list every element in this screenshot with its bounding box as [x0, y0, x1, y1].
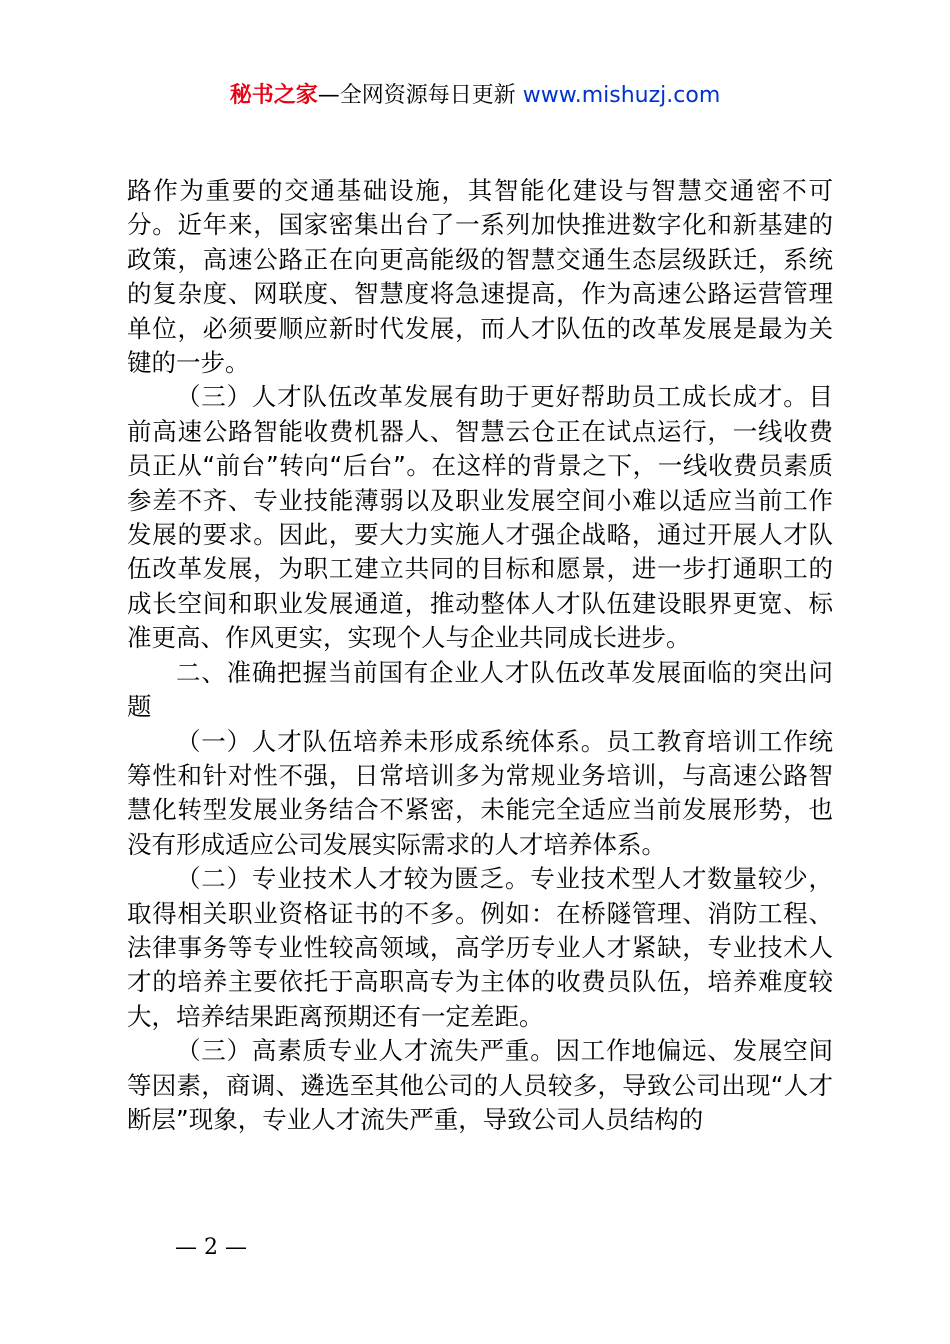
- site-url-link[interactable]: www.mishuzj.com: [522, 83, 721, 108]
- document-body: [127, 174, 833, 1137]
- page-number: — 2 —: [175, 1235, 247, 1260]
- body-paragraph: （三）高素质专业人才流失严重。因工作地偏远、发展空间等因素，商调、遴选至其他公司的人员较多，导致公司出现“人才断层”现象，专业人才流失严重，导致公司人员结构的: [127, 1036, 833, 1134]
- section-heading: 二、准确把握当前国有企业人才队伍改革发展面临的突出问题: [127, 657, 833, 722]
- site-brand-name: 秘书之家: [229, 83, 318, 108]
- body-paragraph: （一）人才队伍培养未形成系统体系。员工教育培训工作统筹性和针对性不强，日常培训多为常规业务培训，与高速公路智慧化转型发展业务结合不紧密，未能完全适应当前发展形势，也没有形成适应公司发展实际需求的人才培养体系。: [127, 726, 833, 859]
- site-tagline: —全网资源每日更新: [317, 83, 516, 108]
- body-paragraph: （二）专业技术人才较为匮乏。专业技术型人才数量较少，取得相关职业资格证书的不多。例如：在桥隧管理、消防工程、法律事务等专业性较高领域，高学历专业人才紧缺，专业技术人才的培养主要依托于高职高专为主体的收费员队伍，培养难度较大，培养结果距离预期还有一定差距。: [127, 864, 833, 1031]
- body-paragraph: （三）人才队伍改革发展有助于更好帮助员工成长成才。目前高速公路智能收费机器人、智慧云仓正在试点运行，一线收费员正从“前台”转向“后台”。在这样的背景之下，一线收费员素质参差不齐、专业技能薄弱以及职业发展空间小难以适应当前工作发展的要求。因此，要大力实施人才强企战略，通过开展人才队伍改革发展，为职工建立共同的目标和愿景，进一步打通职工的成长空间和职业发展通道，推动整体人才队伍建设眼界更宽、标准更高、作风更实，实现个人与企业共同成长进步。: [127, 382, 833, 653]
- body-paragraph: 路作为重要的交通基础设施，其智能化建设与智慧交通密不可分。近年来，国家密集出台了一系列加快推进数字化和新基建的政策，高速公路正在向更高能级的智慧交通生态层级跃迁，系统的复杂度、网联度、智慧度将急速提高，作为高速公路运营管理单位，必须要顺应新时代发展，而人才队伍的改革发展是最为关键的一步。: [127, 176, 833, 378]
- site-banner: [0, 80, 950, 112]
